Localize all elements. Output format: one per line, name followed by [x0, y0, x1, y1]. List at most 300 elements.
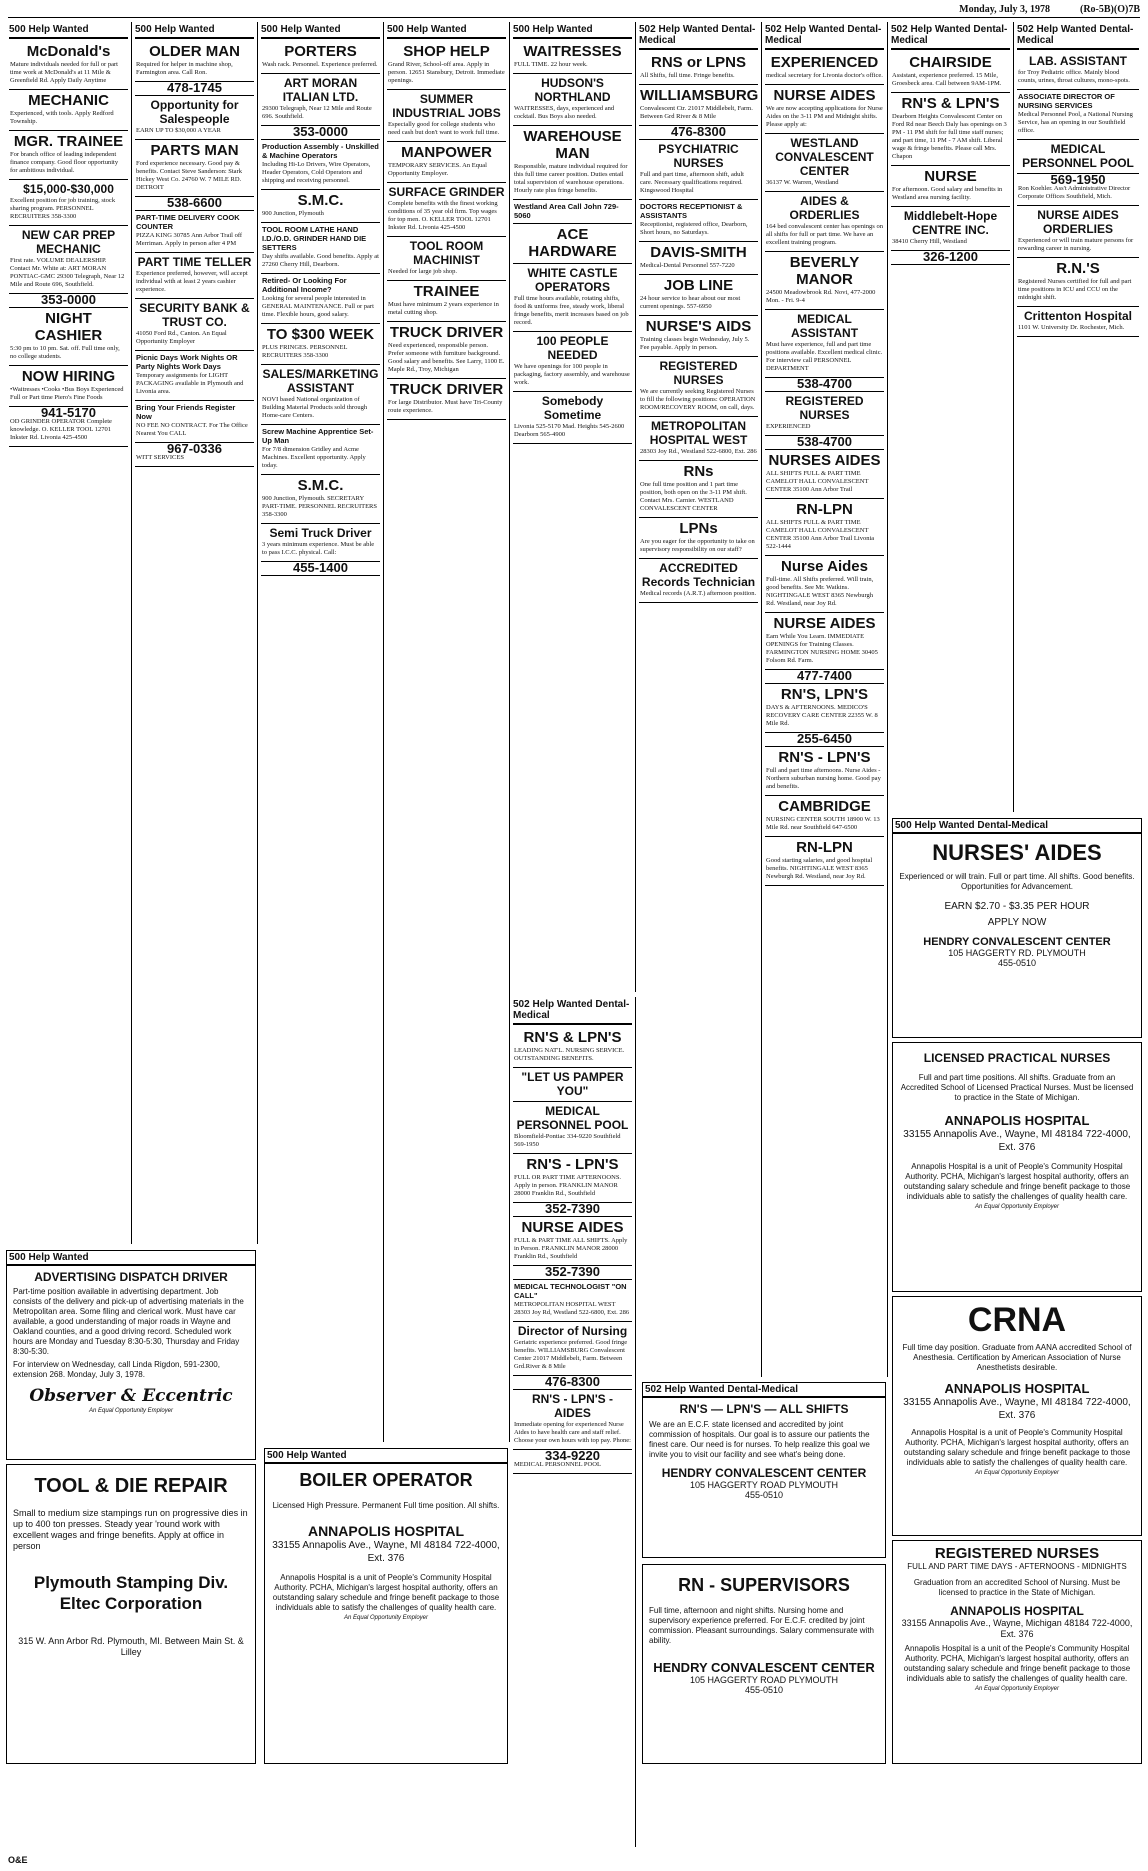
ad-heading: MEDICAL ASSISTANT [790, 312, 859, 340]
classified-ad [513, 392, 632, 444]
classified-ad [765, 684, 884, 733]
ad-heading: EXPERIENCED [770, 54, 879, 71]
classified-ad [513, 1027, 632, 1068]
ad-body: Full time hours available, rotating shifts, food & uniforms free, steady work, liberal fringe benefits, merit increases based on job record. [514, 295, 629, 326]
classified-ad [639, 52, 758, 85]
ad-body: 164 bed convalescent center has openings on all shifts for full or part time. We have an excellent training program. [766, 223, 883, 246]
ad-phone: 455-1400 [293, 562, 348, 575]
header-date: Monday, July 3, 1978 [959, 4, 1050, 15]
classified-ad [639, 559, 758, 603]
ad-body: We are currently seeking Registered Nurses to fill the following positions: OPERATION ROOM/RECOVERY ROOM, on call, days. [640, 388, 756, 411]
ad-heading: CHAIRSIDE [909, 54, 992, 71]
ad-heading: Picnic Days Work Nights OR Party Nights Work Days [136, 353, 238, 371]
classified-ad [765, 733, 884, 747]
ad-body: Responsible, mature individual required for this full time career position. Duties entail total supervision of warehouse operations. Hourly rate plus fringe benefits. [514, 163, 628, 194]
column-7 [762, 22, 888, 1377]
ad-body: Dearborn Heights Convalescent Center on Ford Rd near Beech Daly has openings on 3 PM - 11 PM shift for full time staff nurses; and part time, 11 PM - 7 AM shift. Liberal wage & fringe benefits. Please call Mrs. Chapon [892, 113, 1007, 160]
ad-heading: NURSE AIDES ORDERLIES [1037, 208, 1119, 236]
ad-heading: TRUCK DRIVER [389, 381, 504, 398]
ad-licensed-practical-nurses [892, 1042, 1142, 1292]
ad-phone: 478-1745 [167, 82, 222, 95]
ad-title: NURSES' AIDES [932, 840, 1102, 865]
ad-heading: "LET US PAMPER YOU" [521, 1070, 624, 1098]
ad-text: Part-time position available in advertising department. Job consists of the delivery and pick-up of advertising materials in the Metropolitan area. Some filing and clerical work. Must have car available, a good understanding of major roads in Wayne and Oakland counties, and a good driving record. Scheduled work hours are Monday and Tuesday 8:30-5:30, Thursday and Friday 8:30-5:30. [13, 1287, 244, 1356]
company-name: Plymouth Stamping Div. Eltec Corporation [33, 1573, 229, 1613]
ad-heading: RN'S & LPN'S [523, 1029, 622, 1046]
ad-body: Experienced or will train mature persons for rewarding career in nursing. [1018, 237, 1134, 252]
ad-body: Medical Personnel Pool, a National Nursing Service, has an opening in our Southfield office. [1018, 111, 1133, 134]
ad-heading: NURSE'S AIDS [645, 318, 752, 335]
ad-body: Day shifts available. Good benefits. Apply at 27260 Cherry Hill, Dearborn. [262, 253, 379, 268]
ad-heading: ART MORAN ITALIAN LTD. [282, 76, 359, 104]
ad-text-about: Annapolis Hospital is a unit of People's Community Hospital Authority. PCHA, Michigan's largest hospital authority, offers an outstanding salary schedule and fringe benefit package to those individuals able to satisfy the challenges of quality health care. [272, 1573, 500, 1612]
ad-heading: DOCTORS RECEPTIONIST & ASSISTANTS [640, 202, 743, 220]
ad-heading: NURSE [924, 168, 977, 185]
column-heading: 500 Help Wanted [513, 22, 632, 39]
ad-advertising-dispatch [6, 1250, 256, 1460]
ad-body: 24500 Meadowbrook Rd. Novi, 477-2000 Mon. - Fri. 9-4 [766, 289, 876, 304]
ad-heading: Retired- Or Looking For Additional Income? [262, 276, 347, 294]
ad-body: We have openings for 100 people in packaging, factory assembly, and warehouse work. [514, 363, 630, 386]
classified-ad [513, 126, 632, 200]
ad-heading: Director of Nursing [517, 1324, 628, 1338]
classified-ad [639, 126, 758, 140]
ad-text: Licensed High Pressure. Permanent Full time position. All shifts. [272, 1501, 500, 1510]
ad-boiler-operator [264, 1448, 508, 1764]
ad-body: Required for helper in machine shop, Farmington area. Call Ron. [136, 61, 233, 76]
classified-ad [261, 274, 380, 324]
classified-ad [513, 1068, 632, 1102]
section-heading: 500 Help Wanted [7, 1251, 255, 1266]
classified-ad [9, 407, 128, 447]
ad-body: 1101 W. University Dr. Rochester, Mich. [1018, 324, 1125, 331]
ad-phone: 967-0336 [167, 443, 222, 456]
ad-body: WITT SERVICES [136, 454, 184, 461]
ad-body: 900 Junction, Plymouth [262, 210, 324, 217]
classified-ad [9, 131, 128, 180]
ad-heading: Nurse Aides [781, 558, 868, 575]
classified-ad [387, 41, 506, 90]
ad-heading: MEDICAL TECHNOLOGIST "ON CALL" [514, 1282, 627, 1300]
ad-rn-lpn-all-shifts [642, 1382, 886, 1558]
ad-heading: SHOP HELP [403, 43, 490, 60]
classified-ad [135, 197, 254, 211]
classified-ad [387, 237, 506, 281]
classified-ad [513, 74, 632, 126]
classified-ad [765, 85, 884, 134]
ad-body: Wash rack. Personnel. Experience preferred. [262, 61, 378, 68]
classified-ad [639, 357, 758, 417]
classified-ad [513, 1322, 632, 1376]
classified-ad [135, 351, 254, 401]
ad-heading: SALES/MARKETING ASSISTANT [262, 367, 379, 395]
classified-ad [9, 226, 128, 294]
ad-heading: Middlebelt-Hope CENTRE INC. [903, 209, 998, 237]
company-name: HENDRY CONVALESCENT CENTER [653, 1660, 875, 1675]
eoe-note: An Equal Opportunity Employer [88, 1408, 174, 1414]
ad-heading: NOW HIRING [21, 368, 116, 385]
ad-text: Graduation from an accredited School of Nursing. Must be licensed to practice in the State of Michigan. [913, 1578, 1121, 1597]
classified-ad [891, 251, 1010, 265]
ad-heading: McDonald's [26, 43, 111, 60]
ad-body: 38410 Cherry Hill, Westland [892, 238, 967, 245]
hospital-name: ANNAPOLIS HOSPITAL [950, 1604, 1084, 1618]
newspaper-logo: Observer & Eccentric [29, 1386, 233, 1406]
ad-body: 5:30 pm to 10 pm. Sat. off. Full time only, no college students. [10, 345, 120, 360]
ad-body: DAYS & AFTERNOONS. MEDICO'S RECOVERY CARE CENTER 22355 W. 8 Mile Rd. [766, 704, 878, 727]
classified-ad [639, 316, 758, 357]
classified-ad [765, 310, 884, 378]
column-5 [510, 22, 636, 992]
classified-ad [513, 1217, 632, 1266]
ad-phone: 352-7390 [545, 1266, 600, 1279]
classified-ad [135, 443, 254, 467]
classified-ad [387, 281, 506, 322]
classified-ad [135, 401, 254, 443]
classified-ad [387, 90, 506, 142]
ad-phone: 538-4700 [797, 378, 852, 391]
classified-ad [765, 378, 884, 392]
ad-body: 24 hour service to hear about our most current openings. 557-6950 [640, 295, 741, 310]
ad-body: Ron Koehler. Ass't Administrative Director Corporate Offices Southfield, Mich. [1018, 185, 1131, 200]
ad-heading: REGISTERED NURSES [659, 359, 738, 387]
eoe-note: An Equal Opportunity Employer [974, 1686, 1060, 1692]
ad-heading: RNS or LPNS [650, 54, 746, 71]
classified-ad [513, 1280, 632, 1322]
column-heading: 500 Help Wanted [9, 22, 128, 39]
classified-ad [639, 85, 758, 126]
classified-ad [387, 322, 506, 379]
hospital-name: ANNAPOLIS HOSPITAL [307, 1523, 465, 1539]
ad-phone: 476-8300 [671, 126, 726, 139]
ad-body: •Waitresses •Cooks •Bus Boys Experienced Full or Part time Piero's Fine Foods [10, 386, 124, 401]
ad-title: RN - SUPERVISORS [678, 1575, 850, 1595]
ad-heading: ACCREDITED Records Technician [641, 561, 756, 589]
classified-ad [765, 796, 884, 837]
ad-body: ALL SHIFTS FULL & PART TIME CAMELOT HALL CONVALESCENT CENTER 35100 Ann Arbor Trail Livonia 522-1444 [766, 519, 875, 550]
classified-ad [765, 670, 884, 684]
ad-heading: NURSE AIDES [773, 87, 876, 104]
ad-body: Medical-Dental Personnel 557-7220 [640, 262, 735, 269]
classified-ad [513, 332, 632, 392]
classified-ad [135, 96, 254, 140]
classified-ad [765, 613, 884, 670]
ad-body: WAITRESSES, days, experienced and cocktail. Bus Boys also needed. [514, 105, 615, 120]
column-heading: 502 Help Wanted Dental-Medical [639, 22, 758, 50]
ad-heading: NIGHT CASHIER [34, 310, 103, 344]
classified-ad [891, 52, 1010, 93]
classified-ad [1017, 206, 1139, 258]
ad-body: Livonia 525-5170 Mad. Heights 545-2600 Dearborn 565-4900 [514, 423, 625, 438]
classified-ad [9, 308, 128, 366]
classified-ad [9, 366, 128, 407]
ad-heading: SUMMER INDUSTRIAL JOBS [392, 92, 501, 120]
ad-body: METROPOLITAN HOSPITAL WEST 28303 Joy Rd, Westland 522-6800, Ext. 286 [514, 1301, 630, 1316]
ad-phone: 477-7400 [797, 670, 852, 683]
column-heading: 502 Help Wanted Dental-Medical [1017, 22, 1139, 50]
classified-ad [639, 417, 758, 461]
classified-ad [513, 41, 632, 74]
ad-heading: TOOL ROOM LATHE HAND I.D./O.D. GRINDER HAND DIE SETTERS [262, 225, 367, 252]
ad-body: Full and part time, afternoon shift, adult care. Necessary qualifications required. Kingswood Hospital [640, 171, 744, 194]
classified-ad [387, 183, 506, 237]
ad-body: Training classes begin Wednesday, July 5. Fee payable. Apply in person. [640, 336, 750, 351]
ad-body: Experienced, with tools. Apply Redford Township. [10, 110, 114, 125]
classified-ad [135, 299, 254, 351]
ad-body: Good starting salaries, and good hospital benefits. NIGHTINGALE WEST 8365 Newburgh Rd. Westland, near Joy Rd. [766, 857, 873, 880]
column-heading: 500 Help Wanted [387, 22, 506, 39]
classified-ad [513, 1266, 632, 1280]
column-heading: 502 Help Wanted Dental-Medical [891, 22, 1010, 50]
company-phone: 455-0510 [744, 1685, 784, 1695]
ad-heading: RN'S - LPN'S [526, 1156, 619, 1173]
ad-heading: PART TIME TELLER [137, 255, 252, 269]
classified-ad [513, 1450, 632, 1474]
ad-body: Including Hi-Lo Drivers, Wire Operators, Header Operators, Cold Operators and shipping and receiving personnel. [262, 161, 371, 184]
ad-phone: 353-0000 [41, 294, 96, 307]
ad-phone: 476-8300 [545, 1376, 600, 1389]
ad-title: TOOL & DIE REPAIR [34, 1475, 228, 1497]
ad-title: BOILER OPERATOR [299, 1470, 473, 1490]
classified-ad [261, 41, 380, 74]
classified-ad [9, 90, 128, 131]
classified-ad [135, 211, 254, 253]
ad-body: Assistant, experience preferred. 15 Mile, Groesbeck area. Call between 9AM-1PM. [892, 72, 1002, 87]
ad-body: Receptionist, registered office, Dearborn, Short hours, no Saturdays. [640, 221, 748, 236]
ad-text: Small to medium size stampings run on progressive dies in up to 400 ton presses. Steady year 'round work with excellent wages and fringe benefits. Apply at office in person [13, 1508, 248, 1551]
company-address: 105 HAGGERTY ROAD PLYMOUTH [689, 1675, 839, 1685]
ad-heading: Westland Area Call John 729-5060 [514, 202, 619, 220]
ad-heading: WAITRESSES [523, 43, 622, 60]
ad-heading: Opportunity for Salespeople [150, 98, 239, 126]
classified-ad [513, 1154, 632, 1203]
ad-body: Complete benefits with the finest working conditions of 35 year old firm. Top wages for top men. O. KELLER TOOL 12701 Inkster Rd. Livonia 425-4500 [388, 200, 498, 231]
column-8 [888, 22, 1014, 812]
ad-title: CRNA [967, 1301, 1067, 1339]
classified-ad [639, 461, 758, 518]
classified-ad [1017, 258, 1139, 307]
column-2 [132, 22, 258, 1244]
classified-ad [1017, 52, 1139, 90]
classified-ad [765, 499, 884, 556]
classified-ad [513, 264, 632, 332]
ad-heading: RN'S & LPN'S [901, 95, 1000, 112]
classified-ad [261, 524, 380, 562]
column-heading: 502 Help Wanted Dental-Medical [513, 997, 632, 1025]
classified-ad [135, 253, 254, 299]
ad-body: Bloomfield-Pontiac 334-9220 Southfield 569-1950 [514, 1133, 621, 1148]
ad-body: 900 Junction, Plymouth. SECRETARY PART-TIME. PERSONNEL RECRUITERS 358-3300 [262, 495, 378, 518]
classified-ad [891, 207, 1010, 251]
classified-ad [639, 275, 758, 316]
ad-heading: RN-LPN [796, 501, 853, 518]
ad-text: Experienced or will train. Full or part time. All shifts. Good benefits. Opportunities for Advancement. [899, 872, 1135, 891]
section-heading: 502 Help Wanted Dental-Medical [643, 1383, 885, 1398]
column-heading: 502 Help Wanted Dental-Medical [765, 22, 884, 50]
ad-heading: WHITE CASTLE OPERATORS [527, 266, 618, 294]
ad-body: Convalescent Ctr. 21017 Middlebelt, Farm. Between Grd River & 8 Mile [640, 105, 753, 120]
ad-heading: RN'S - LPN'S [778, 749, 871, 766]
classified-ad [639, 200, 758, 242]
classified-ad [261, 562, 380, 576]
ad-heading: TRAINEE [413, 283, 480, 300]
ad-heading: MECHANIC [28, 92, 109, 109]
classified-ad [639, 242, 758, 275]
ad-heading: WESTLAND CONVALESCENT CENTER [775, 136, 874, 178]
ad-heading: NURSES AIDES [768, 452, 881, 469]
ad-text: Full time day position. Graduate from AANA accredited School of Anesthesia. Certification by American Association of Nurse Anesthetists desirable. [902, 1343, 1132, 1372]
ad-rn-supervisors [642, 1564, 886, 1764]
column-heading: 500 Help Wanted [135, 22, 254, 39]
ad-phone: 334-9220 [545, 1450, 600, 1463]
ad-phone: 353-0000 [293, 126, 348, 139]
classified-ad [1017, 174, 1139, 206]
ad-body: NO FEE NO CONTRACT. For The Office Nearest You CALL [136, 422, 248, 437]
footer-code: O&E [8, 1855, 28, 1865]
classified-ad [387, 379, 506, 420]
classified-ad [513, 1390, 632, 1450]
ad-body: FULL & PART TIME ALL SHIFTS. Apply in Person. FRANKLIN MANOR 28000 Franklin Rd., Southfield [514, 1237, 628, 1260]
ad-heading: OLDER MAN [149, 43, 240, 60]
classified-ad [261, 324, 380, 365]
company-phone: 455-0510 [744, 1490, 784, 1500]
ad-heading: ACE HARDWARE [528, 226, 617, 260]
ad-heading: RNs [683, 463, 714, 480]
classified-ad [513, 224, 632, 264]
classified-ad [891, 93, 1010, 166]
ad-phone: 326-1200 [923, 251, 978, 264]
ad-body: 28303 Joy Rd., Westland 522-6800, Ext. 286 [640, 448, 757, 455]
ad-heading: 100 PEOPLE NEEDED [536, 334, 609, 362]
classified-ad [765, 192, 884, 252]
classified-ad [639, 518, 758, 559]
column-9 [1014, 22, 1142, 812]
page-header [8, 4, 1140, 18]
ad-heading: AIDES & ORDERLIES [789, 194, 860, 222]
ad-heading: MEDICAL PERSONNEL POOL [516, 1104, 629, 1132]
ad-body: Registered Nurses certified for full and part time positions in ICU and CCU on the midnight shift. [1018, 278, 1132, 301]
classified-ad [1017, 90, 1139, 140]
ad-heading: TRUCK DRIVER [389, 324, 504, 341]
ad-heading: NEW CAR PREP MECHANIC [21, 228, 116, 256]
ad-text-about: Annapolis Hospital is a unit of People's Community Hospital Authority. PCHA, Michigan's largest hospital authority, offers an outstanding salary schedule and fringe benefit package to those individuals able to satisfy the challenges of quality health care. [903, 1428, 1131, 1467]
ad-heading: S.M.C. [297, 192, 344, 209]
eoe-note: An Equal Opportunity Employer [974, 1204, 1060, 1210]
classified-ad [9, 294, 128, 308]
ad-phone: 538-6600 [167, 197, 222, 210]
ad-body: Are you eager for the opportunity to take on supervisory responsibility on our staff? [640, 538, 755, 553]
ad-title: REGISTERED NURSES [934, 1545, 1100, 1562]
ad-body: For afternoon. Good salary and benefits in Westland area nursing facility. [892, 186, 1003, 201]
ad-body: Especially good for college students who need cash but don't want to work full time. [388, 121, 500, 136]
ad-body: Temporary assignments for LIGHT PACKAGING available in Plymouth and Livonia area. [136, 372, 244, 395]
ad-title: LICENSED PRACTICAL NURSES [923, 1051, 1111, 1065]
ad-heading: RN-LPN [796, 839, 853, 856]
ad-text-about: Annapolis Hospital is a unit of People's Community Hospital Authority. PCHA, Michigan's largest hospital authority, offers an outstanding salary schedule and fringe benefit package to those individuals able to satisfy the challenges of quality health care. [903, 1162, 1131, 1201]
ad-text: We are an E.C.F. state licensed and accredited by joint commission of hospitals. Our goal is to assure our patients the finest care. Our need is for nurses. To help realize this goal we invite you to visit our facility and see what's being done. [649, 1420, 870, 1459]
classified-ad [891, 166, 1010, 207]
ad-body: Looking for several people interested in GENERAL MAINTENANCE. Full or part time. Flexible hours, good salary. [262, 295, 374, 318]
company-phone: 455-0510 [997, 958, 1037, 968]
hospital-address: 33155 Annapolis Ave., Wayne, MI 48184 722-4000, Ext. 376 [903, 1397, 1131, 1421]
ad-body: Must have experience, full and part time positions available. Excellent medical clinic. For interview call PERSONNEL DEPARTMENT [766, 341, 883, 372]
ad-body: Needed for large job shop. [388, 268, 458, 275]
hospital-address: 33155 Annapolis Ave., Wayne, MI 48184 722-4000, Ext. 376 [272, 1540, 500, 1564]
classified-ad [1017, 307, 1139, 337]
ad-body: TEMPORARY SERVICES. An Equal Opportunity Employer. [388, 162, 487, 177]
classified-ad [765, 134, 884, 192]
ad-body: 3 years minimum experience. Must be able to pass I.C.C. physical. Call: [262, 541, 375, 556]
ad-body: PLUS FRINGES. PERSONNEL RECRUITERS 358-3300 [262, 344, 348, 359]
ad-heading: TO $300 WEEK [266, 326, 375, 343]
classified-ad [765, 747, 884, 796]
ad-heading: LPNs [679, 520, 718, 537]
ad-heading: S.M.C. [297, 477, 344, 494]
hospital-name: ANNAPOLIS HOSPITAL [944, 1113, 1090, 1128]
ad-crna [892, 1296, 1142, 1536]
ad-body: We are now accepting applications for Nurse Aides on the 3-11 PM and Midnight shifts. Please apply at: [766, 105, 883, 128]
classified-ad [261, 140, 380, 190]
ad-heading: SURFACE GRINDER [388, 185, 505, 199]
ad-heading: BEVERLY MANOR [789, 254, 860, 288]
ad-body: Excellent position for job training, stock sharing program. PERSONNEL RECRUITERS 358-3300 [10, 197, 116, 220]
ad-body: First rate. VOLUME DEALERSHIP. Contact Mr. White at: ART MORAN PONTIAC-GMC 29300 Telegraph, Near 12 Mile and Route 696, Southfield. [10, 257, 125, 288]
ad-body: 36137 W. Warren, Westland [766, 179, 839, 186]
ad-body: 41050 Ford Rd., Canton. An Equal Opportunity Employer [136, 330, 227, 345]
column-3 [258, 22, 384, 1442]
ad-heading: Somebody Sometime [541, 394, 604, 422]
ad-phone: 352-7390 [545, 1203, 600, 1216]
ad-heading: PARTS MAN [150, 142, 239, 159]
ad-body: Earn While You Learn. IMMEDIATE OPENINGS for Training Classes. FARMINGTON NURSING HOME 30405 Folsom Rd. Farm. [766, 633, 878, 664]
ad-heading: Screw Machine Apprentice Set-Up Man [262, 427, 374, 445]
ad-heading: R.N.'S [1056, 260, 1100, 277]
column-1 [6, 22, 132, 1244]
ad-body: EXPERIENCED [766, 423, 811, 430]
ad-text-contact: For interview on Wednesday, call Linda Rigdon, 591-2300, extension 268. Monday, July 3, 1978. [13, 1360, 220, 1379]
ad-heading: MANPOWER [401, 144, 492, 161]
ad-heading: CAMBRIDGE [778, 798, 871, 815]
ad-heading: SECURITY BANK & TRUST CO. [139, 301, 250, 329]
ad-heading: LAB. ASSISTANT [1029, 54, 1127, 68]
ad-heading: PSYCHIATRIC NURSES [658, 142, 739, 170]
ad-body: Immediate opening for experienced Nurse Aides to have health care and staff relief. Choose your own hours with top pay. Phone: [514, 1421, 631, 1444]
ad-heading: RN'S, LPN'S [780, 686, 869, 703]
ad-title: ADVERTISING DISPATCH DRIVER [34, 1270, 228, 1284]
classified-ad [765, 436, 884, 450]
classified-page [6, 22, 1142, 1852]
classified-ad [261, 365, 380, 425]
ad-body: For branch office of leading independent finance company. Good floor opportunity for ambitious individual. [10, 151, 119, 174]
header-page-code: (Ro-5B)(O)7B [1080, 4, 1140, 15]
ad-body: Must have minimum 2 years experience in metal cutting shop. [388, 301, 499, 316]
ad-subtitle: FULL AND PART TIME DAYS - AFTERNOONS - MIDNIGHTS [907, 1562, 1127, 1571]
ad-body: Full and part time afternoons. Nurse Aides - Northern suburban nursing home. Good pay and benefits. [766, 767, 881, 790]
column-5-lower [510, 997, 636, 1847]
classified-ad [765, 450, 884, 499]
ad-heading: Production Assembly - Unskilled & Machine Operators [262, 142, 379, 160]
ad-heading: Bring Your Friends Register Now [136, 403, 236, 421]
eoe-note: An Equal Opportunity Employer [343, 1615, 429, 1621]
ad-text: Full time, afternoon and night shifts. Nursing home and supervisory experience preferred. For E.C.F. credited by joint commission. Pleasant surroundings. Salary commensurate with ability. [649, 1606, 874, 1645]
company-name: HENDRY CONVALESCENT CENTER [661, 1466, 867, 1480]
classified-ad [261, 425, 380, 475]
ad-pay: EARN $2.70 - $3.35 PER HOUR [944, 901, 1090, 912]
ad-body: For large Distributor. Must have Tri-County route experience. [388, 399, 503, 414]
ad-heading: $15,000-$30,000 [23, 182, 114, 196]
company-name: HENDRY CONVALESCENT CENTER [923, 936, 1111, 948]
ad-title: RN'S — LPN'S — ALL SHIFTS [679, 1402, 849, 1416]
